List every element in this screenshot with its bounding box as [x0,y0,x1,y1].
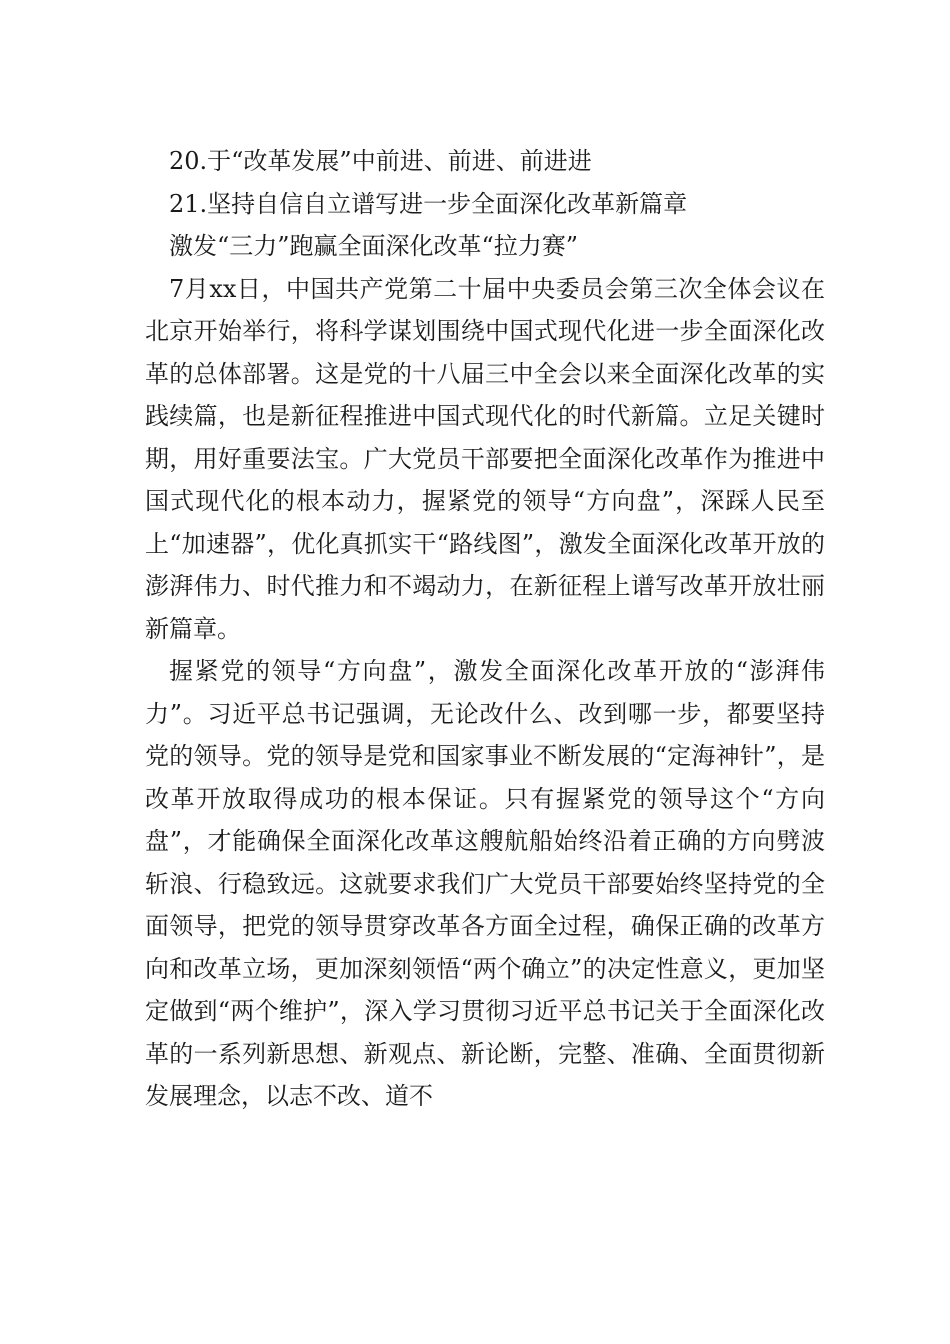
list-item-21: 21.坚持自信自立谱写进一步全面深化改革新篇章 [169,189,688,218]
document-body [145,140,825,1118]
paragraph-party-leadership: 握紧党的领导“方向盘”，激发全面深化改革开放的“澎湃伟力”。习近平总书记强调，无论改什么、改到哪一步，都要坚持党的领导。党的领导是党和国家事业不断发展的“定海神针”，是改革开放取得成功的根本保证。只有握紧党的领导这个“方向盘”，才能确保全面深化改革这艘航船始终沿着正确的方向劈波斩浪、行稳致远。这就要求我们广大党员干部要始终坚持党的全面领导，把党的领导贯穿改革各方面全过程，确保正确的改革方向和改革立场，更加深刻领悟“两个确立”的决定性意义，更加坚定做到“两个维护”，深入学习贯彻习近平总书记关于全面深化改革的一系列新思想、新观点、新论断，完整、准确、全面贯彻新发展理念，以志不改、道不 [145,657,825,1110]
article-title: 激发“三力”跑赢全面深化改革“拉力赛” [169,232,579,260]
paragraph-intro: 7月xx日，中国共产党第二十届中央委员会第三次全体会议在北京开始举行，将科学谋划围绕中国式现代化进一步全面深化改革的总体部署。这是党的十八届三中全会以来全面深化改革的实践续篇，也是新征程推进中国式现代化的时代新篇。立足关键时期，用好重要法宝。广大党员干部要把全面深化改革作为推进中国式现代化的根本动力，握紧党的领导“方向盘”，深踩人民至上“加速器”，优化真抓实干“路线图”，激发全面深化改革开放的澎湃伟力、时代推力和不竭动力，在新征程上谱写改革开放壮丽新篇章。 [145,274,825,643]
list-item-20: 20.于“改革发展”中前进、前进、前进进 [169,147,592,175]
